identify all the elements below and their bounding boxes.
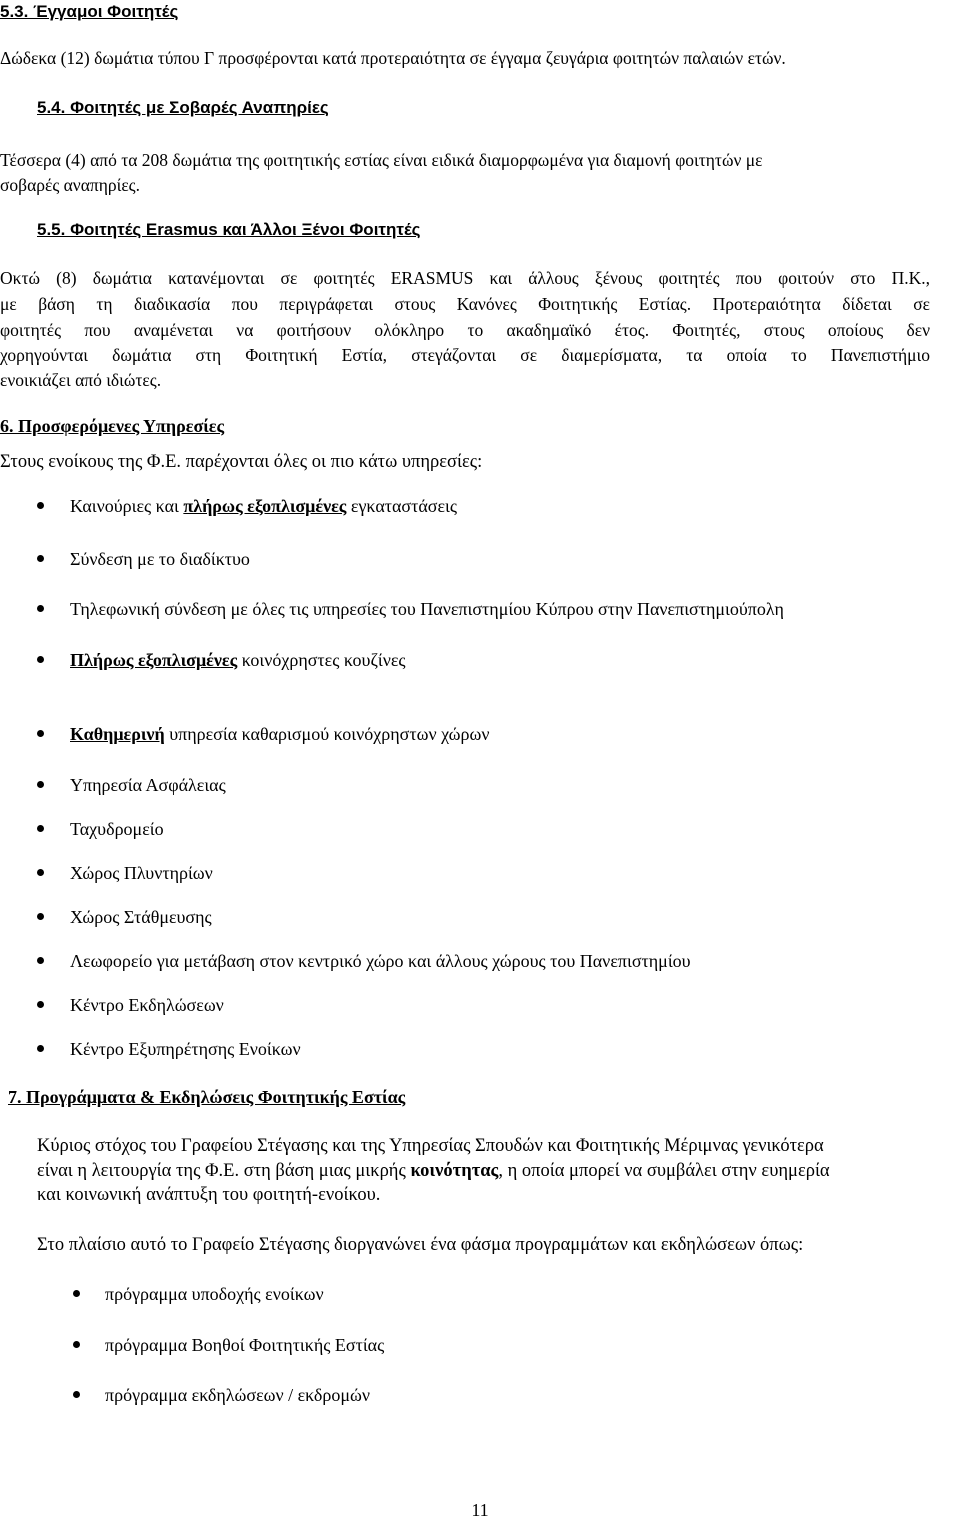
program-item: πρόγραμμα υποδοχής ενοίκων bbox=[105, 1284, 324, 1304]
section-5-5-line-1: Οκτώ (8) δωμάτια κατανέμονται σε φοιτητές ERASMUS και άλλους ξένους φοιτητές που φοιτούν στο Π.Κ., bbox=[0, 268, 930, 288]
bullet-icon bbox=[37, 605, 44, 612]
bullet-icon bbox=[37, 1045, 44, 1052]
service-item: Καινούριες και πλήρως εξοπλισμένες εγκαταστάσεις bbox=[70, 496, 458, 516]
program-item: πρόγραμμα Βοηθοί Φοιτητικής Εστίας bbox=[105, 1335, 385, 1355]
bullet-icon bbox=[73, 1391, 80, 1398]
service-item: Ταχυδρομείο bbox=[70, 819, 164, 839]
page-number: 11 bbox=[471, 1500, 489, 1520]
section-5-4-line-1: Τέσσερα (4) από τα 208 δωμάτια της φοιτητικής εστίας είναι ειδικά διαμορφωμένα για διαμονή φοιτητών με bbox=[0, 150, 763, 170]
section-7-heading: 7. Προγράμματα & Εκδηλώσεις Φοιτητικής Εστίας bbox=[8, 1087, 406, 1107]
bullet-icon bbox=[37, 730, 44, 737]
bullet-icon bbox=[37, 555, 44, 562]
section-7-para-1-line-3: και κοινωνική ανάπτυξη του φοιτητή-ενοίκου. bbox=[37, 1185, 381, 1205]
service-item: Υπηρεσία Ασφάλειας bbox=[70, 775, 226, 795]
service-item: Πλήρως εξοπλισμένες κοινόχρηστες κουζίνες bbox=[70, 650, 406, 670]
service-item: Κέντρο Εκδηλώσεων bbox=[70, 995, 224, 1015]
bullet-icon bbox=[73, 1290, 80, 1297]
program-item: πρόγραμμα εκδηλώσεων / εκδρομών bbox=[105, 1385, 370, 1405]
bullet-icon bbox=[37, 957, 44, 964]
service-item: Σύνδεση με το διαδίκτυο bbox=[70, 549, 250, 569]
service-item: Λεωφορείο για μετάβαση στον κεντρικό χώρο και άλλους χώρους του Πανεπιστημίου bbox=[70, 951, 691, 971]
bullet-icon bbox=[37, 869, 44, 876]
service-item: Τηλεφωνική σύνδεση με όλες τις υπηρεσίες του Πανεπιστημίου Κύπρου στην Πανεπιστημιούπολη bbox=[70, 599, 784, 619]
section-6-heading: 6. Προσφερόμενες Υπηρεσίες bbox=[0, 416, 225, 436]
section-6-intro: Στους ενοίκους της Φ.Ε. παρέχονται όλες οι πιο κάτω υπηρεσίες: bbox=[0, 452, 483, 472]
bullet-icon bbox=[37, 913, 44, 920]
section-5-3-text: Δώδεκα (12) δωμάτια τύπου Γ προσφέρονται κατά προτεραιότητα σε έγγαμα ζευγάρια φοιτητών παλαιών ετών. bbox=[0, 48, 786, 68]
section-5-3-heading: 5.3. Έγγαμοι Φοιτητές bbox=[0, 2, 179, 21]
bullet-icon bbox=[37, 781, 44, 788]
bullet-icon bbox=[37, 656, 44, 663]
service-item: Χώρος Πλυντηρίων bbox=[70, 863, 213, 883]
section-5-5-heading: 5.5. Φοιτητές Erasmus και Άλλοι Ξένοι Φοιτητές bbox=[37, 220, 421, 239]
section-5-5-line-4: χορηγούνται δωμάτια στη Φοιτητική Εστία, στεγάζονται σε διαμερίσματα, τα οποία το Πανεπιστήμιο bbox=[0, 345, 930, 365]
section-5-5-line-3: φοιτητές που αναμένεται να φοιτήσουν ολόκληρο το ακαδημαϊκό έτος. Φοιτητές, στους οποίους δεν bbox=[0, 320, 930, 340]
service-item: Καθημερινή υπηρεσία καθαρισμού κοινόχρηστων χώρων bbox=[70, 724, 490, 744]
service-item: Κέντρο Εξυπηρέτησης Ενοίκων bbox=[70, 1039, 301, 1059]
section-5-4-heading: 5.4. Φοιτητές με Σοβαρές Αναπηρίες bbox=[37, 98, 329, 117]
section-5-5-line-2: με βάση τη διαδικασία που περιγράφεται στους Κανόνες Φοιτητικής Εστίας. Προτεραιότητα δίδεται σε bbox=[0, 294, 930, 314]
section-7-para-1-line-1: Κύριος στόχος του Γραφείου Στέγασης και της Υπηρεσίας Σπουδών και Φοιτητικής Μέριμνας γενικότερα bbox=[37, 1136, 824, 1156]
bullet-icon bbox=[73, 1341, 80, 1348]
section-5-5-line-5: ενοικιάζει από ιδιώτες. bbox=[0, 370, 162, 390]
service-item: Χώρος Στάθμευσης bbox=[70, 907, 212, 927]
bullet-icon bbox=[37, 1001, 44, 1008]
section-7-para-1-line-2: είναι η λειτουργία της Φ.Ε. στη βάση μιας μικρής κοινότητας, η οποία μπορεί να συμβάλει στην ευημερία bbox=[37, 1161, 830, 1181]
bullet-icon bbox=[37, 825, 44, 832]
bullet-icon bbox=[37, 502, 44, 509]
section-7-para-2: Στο πλαίσιο αυτό το Γραφείο Στέγασης διοργανώνει ένα φάσμα προγραμμάτων και εκδηλώσεων όπως: bbox=[37, 1235, 804, 1255]
section-5-4-line-2: σοβαρές αναπηρίες. bbox=[0, 175, 140, 195]
